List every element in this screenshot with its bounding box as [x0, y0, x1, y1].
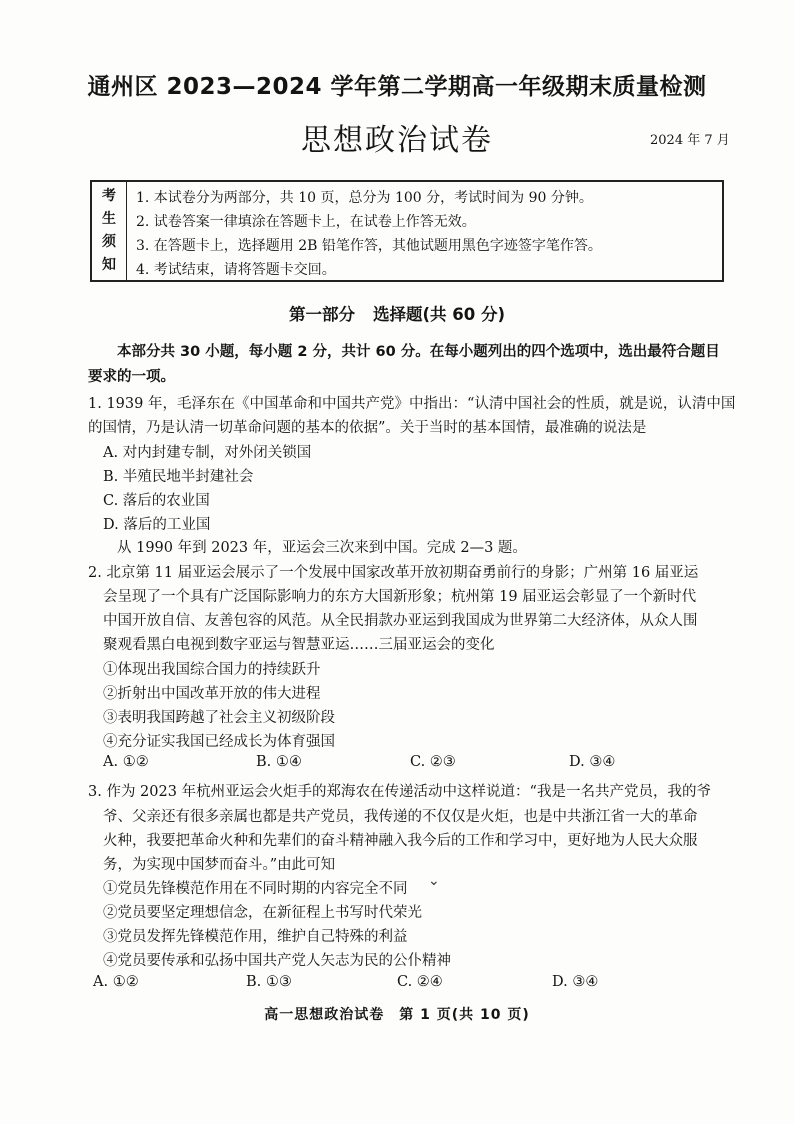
q2-q3-context: 从 1990 年到 2023 年，亚运会三次来到中国。完成 2—3 题。: [117, 540, 527, 556]
q3-choice-b: B. ①③: [246, 974, 292, 990]
section-instructions: 本部分共 30 小题，每小题 2 分，共计 60 分。在每小题列出的四个选项中，选出最符合题目要求的一项。: [88, 344, 720, 385]
notice-heading-char: 考: [102, 188, 116, 204]
q3-statement: ③党员发挥先锋模范作用，维护自己特殊的利益: [103, 929, 408, 945]
section-part: 第一部分: [288, 305, 355, 324]
notice-item: 4. 考试结束，请将答题卡交回。: [136, 262, 336, 278]
notice-heading-char: 知: [102, 257, 116, 273]
subject-title: 思想政治试卷: [301, 123, 493, 158]
q2-stem-line: 中国开放自信、友善包容的风范。从全民捐款办亚运到我国成为世界第二大经济体，从众人围: [103, 613, 698, 629]
notice-heading-char: 生: [102, 211, 116, 227]
q3-choice-a: A. ①②: [93, 974, 139, 990]
notice-item: 3. 在答题卡上，选择题用 2B 铅笔作答，其他试题用黑色字迹签字笔作答。: [136, 238, 602, 254]
page-footer: 高一思想政治试卷 第 1 页(共 10 页): [264, 1007, 530, 1023]
q2-choice-a: A. ①②: [103, 754, 149, 770]
q1-option: C. 落后的农业国: [103, 493, 210, 509]
q3-choice-d: D. ③④: [552, 974, 599, 990]
q3-stem-line: 爷、父亲还有很多亲属也都是共产党员，我传递的不仅仅是火炬，也是中共浙江省一大的革命: [103, 809, 698, 825]
q2-choices: [103, 754, 743, 776]
q2-stem-line: 会呈现了一个具有广泛国际影响力的东方大国新形象；杭州第 19 届亚运会彰显了一个新时代: [103, 589, 697, 605]
q1-stem-line: 的国情，乃是认清一切革命问题的基本的依据”。关于当时的基本国情，最准确的说法是: [88, 420, 647, 436]
q3-choices: [93, 974, 733, 996]
q2-statement: ③表明我国跨越了社会主义初级阶段: [103, 710, 335, 726]
q1-option: D. 落后的工业国: [103, 517, 211, 533]
notice-heading: [92, 182, 127, 280]
q2-choice-c: C. ②③: [410, 754, 456, 770]
notice-item: 2. 试卷答案一律填涂在答题卡上，在试卷上作答无效。: [136, 214, 476, 230]
q3-stem-line: 3. 作为 2023 年杭州亚运会火炬手的郑海农在传递活动中这样说道：“我是一名共产党员，我的爷: [88, 784, 711, 800]
notice-heading-char: 须: [102, 234, 116, 250]
q2-statement: ①体现出我国综合国力的持续跃升: [103, 662, 321, 678]
q1-option: A. 对内封建专制，对外闭关锁国: [103, 445, 312, 461]
section-name: 选择题(共 60 分): [372, 305, 506, 324]
q1-stem-line: 1. 1939 年，毛泽东在《中国革命和中国共产党》中指出：“认清中国社会的性质，就是说，认清中国: [88, 396, 736, 412]
notice-list: [136, 186, 716, 282]
q2-choice-b: B. ①④: [256, 754, 302, 770]
q3-choice-c: C. ②④: [397, 974, 443, 990]
q2-choice-d: D. ③④: [569, 754, 616, 770]
q3-stem-line: 务，为实现中国梦而奋斗。”由此可知: [103, 857, 336, 873]
q3-statement: ①党员先锋模范作用在不同时期的内容完全不同: [103, 881, 408, 897]
exam-date: 2024 年 7 月: [650, 133, 730, 148]
q2-statement: ②折射出中国改革开放的伟大进程: [103, 686, 321, 702]
q2-stem-line: 聚观看黑白电视到数字亚运与智慧亚运……三届亚运会的变化: [103, 637, 495, 653]
q2-statement: ④充分证实我国已经成长为体育强国: [103, 734, 335, 750]
exam-title: 通州区 2023—2024 学年第二学期高一年级期末质量检测: [87, 74, 707, 100]
candidate-notice-box: [90, 180, 724, 282]
section-heading: [0, 301, 794, 325]
q3-stem-line: 火种，我要把革命火种和先辈们的奋斗精神融入我今后的工作和学习中，更好地为人民大众服: [103, 833, 698, 849]
handwritten-check-mark: ⌄: [428, 873, 440, 889]
q1-option: B. 半殖民地半封建社会: [103, 469, 254, 485]
q2-stem-line: 2. 北京第 11 届亚运会展示了一个发展中国家改革开放初期奋勇前行的身影；广州第 16 届亚运: [88, 565, 699, 581]
q3-statement: ②党员要坚定理想信念，在新征程上书写时代荣光: [103, 905, 422, 921]
q3-statement: ④党员要传承和弘扬中国共产党人矢志为民的公仆精神: [103, 953, 451, 969]
notice-item: 1. 本试卷分为两部分，共 10 页，总分为 100 分，考试时间为 90 分钟。: [136, 190, 593, 206]
